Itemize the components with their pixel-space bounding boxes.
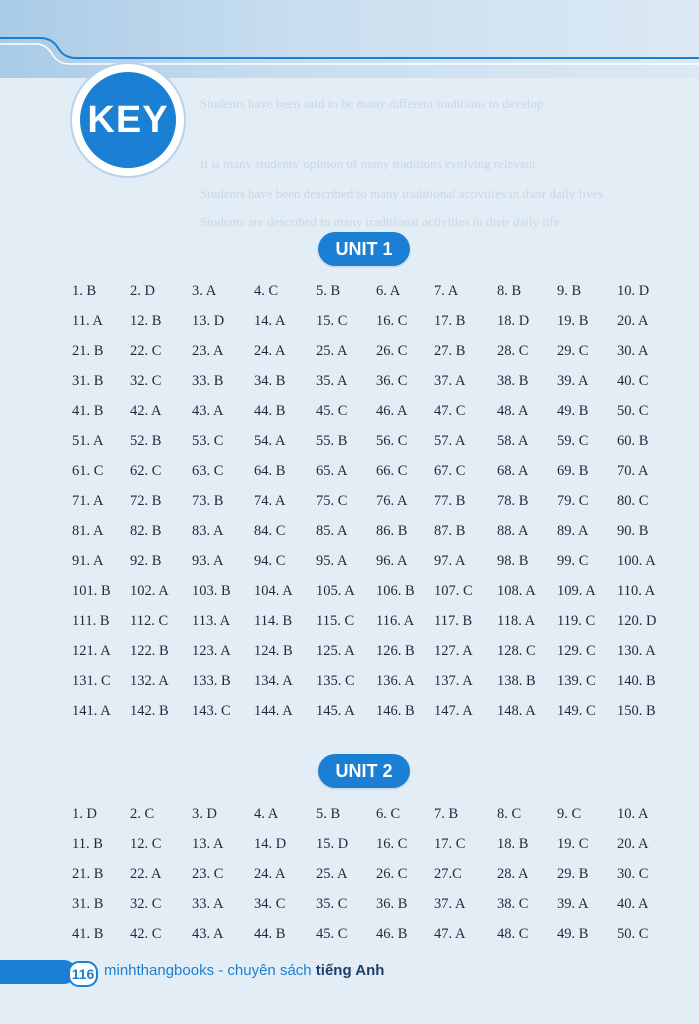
answer-cell: 21. B bbox=[72, 866, 104, 882]
answer-cell: 137. A bbox=[434, 673, 473, 689]
answer-cell: 141. A bbox=[72, 703, 111, 719]
answer-cell: 99. C bbox=[557, 553, 589, 569]
answer-cell: 47. A bbox=[434, 926, 466, 942]
header-decoration bbox=[0, 34, 699, 70]
answer-cell: 136. A bbox=[376, 673, 415, 689]
answer-cell: 9. C bbox=[557, 806, 582, 822]
answer-cell: 33. A bbox=[192, 896, 224, 912]
answer-row bbox=[72, 643, 672, 673]
answer-cell: 18. D bbox=[497, 313, 530, 329]
brand-prefix: minhthangbooks - chuyên sách bbox=[104, 962, 316, 979]
answer-cell: 23. C bbox=[192, 866, 224, 882]
answer-cell: 108. A bbox=[497, 583, 536, 599]
answer-cell: 68. A bbox=[497, 463, 529, 479]
answer-cell: 100. A bbox=[617, 553, 656, 569]
answer-cell: 143. C bbox=[192, 703, 231, 719]
answer-cell: 65. A bbox=[316, 463, 348, 479]
answer-cell: 47. C bbox=[434, 403, 466, 419]
answer-cell: 17. B bbox=[434, 313, 466, 329]
answer-cell: 3. A bbox=[192, 283, 217, 299]
answer-cell: 101. B bbox=[72, 583, 111, 599]
answer-cell: 35. A bbox=[316, 373, 348, 389]
answer-cell: 45. C bbox=[316, 926, 348, 942]
answer-cell: 120. D bbox=[617, 613, 657, 629]
answer-cell: 10. A bbox=[617, 806, 649, 822]
answer-cell: 122. B bbox=[130, 643, 169, 659]
bleed-through-text: Students have been described to many traditional activities in their daily lives bbox=[200, 186, 604, 201]
answer-cell: 6. A bbox=[376, 283, 401, 299]
answer-cell: 6. C bbox=[376, 806, 401, 822]
answer-cell: 46. A bbox=[376, 403, 408, 419]
answer-cell: 33. B bbox=[192, 373, 224, 389]
answer-cell: 40. A bbox=[617, 896, 649, 912]
answer-cell: 26. C bbox=[376, 343, 408, 359]
answer-cell: 24. A bbox=[254, 343, 286, 359]
answer-cell: 134. A bbox=[254, 673, 293, 689]
answer-cell: 11. A bbox=[72, 313, 103, 329]
answer-cell: 72. B bbox=[130, 493, 162, 509]
answer-cell: 84. C bbox=[254, 523, 286, 539]
answer-cell: 36. B bbox=[376, 896, 408, 912]
answer-cell: 142. B bbox=[130, 703, 169, 719]
key-badge bbox=[72, 64, 184, 176]
answer-cell: 16. C bbox=[376, 313, 408, 329]
answer-cell: 110. A bbox=[617, 583, 656, 599]
unit-1-heading: UNIT 1 bbox=[318, 232, 410, 266]
answer-cell: 86. B bbox=[376, 523, 408, 539]
answer-cell: 19. C bbox=[557, 836, 589, 852]
answer-cell: 12. C bbox=[130, 836, 162, 852]
bleed-through-text: Students are described to many traditional activities in their daily life bbox=[200, 214, 560, 229]
answer-row bbox=[72, 433, 672, 463]
answer-cell: 26. C bbox=[376, 866, 408, 882]
answer-cell: 55. B bbox=[316, 433, 348, 449]
answer-cell: 109. A bbox=[557, 583, 596, 599]
answer-cell: 104. A bbox=[254, 583, 293, 599]
answer-cell: 146. B bbox=[376, 703, 415, 719]
answer-cell: 8. B bbox=[497, 283, 522, 299]
answer-cell: 98. B bbox=[497, 553, 529, 569]
answer-cell: 44. B bbox=[254, 403, 286, 419]
answer-cell: 38. C bbox=[497, 896, 529, 912]
answer-row bbox=[72, 373, 672, 403]
answer-cell: 54. A bbox=[254, 433, 286, 449]
unit-2-answer-grid bbox=[72, 806, 672, 956]
answer-cell: 76. A bbox=[376, 493, 408, 509]
answer-cell: 32. C bbox=[130, 373, 162, 389]
answer-cell: 14. A bbox=[254, 313, 286, 329]
answer-cell: 18. B bbox=[497, 836, 529, 852]
answer-row bbox=[72, 896, 672, 926]
answer-row bbox=[72, 866, 672, 896]
answer-cell: 48. C bbox=[497, 926, 529, 942]
answer-cell: 50. C bbox=[617, 926, 649, 942]
answer-cell: 34. B bbox=[254, 373, 286, 389]
answer-cell: 5. B bbox=[316, 283, 341, 299]
answer-cell: 92. B bbox=[130, 553, 162, 569]
answer-row bbox=[72, 613, 672, 643]
footer-bar bbox=[0, 960, 76, 984]
answer-cell: 52. B bbox=[130, 433, 162, 449]
answer-cell: 128. C bbox=[497, 643, 536, 659]
answer-row bbox=[72, 493, 672, 523]
answer-cell: 148. A bbox=[497, 703, 536, 719]
answer-cell: 41. B bbox=[72, 926, 104, 942]
answer-cell: 130. A bbox=[617, 643, 656, 659]
answer-cell: 123. A bbox=[192, 643, 231, 659]
answer-cell: 50. C bbox=[617, 403, 649, 419]
answer-cell: 90. B bbox=[617, 523, 649, 539]
answer-cell: 116. A bbox=[376, 613, 415, 629]
answer-cell: 19. B bbox=[557, 313, 589, 329]
answer-cell: 69. B bbox=[557, 463, 589, 479]
answer-cell: 20. A bbox=[617, 313, 649, 329]
answer-cell: 119. C bbox=[557, 613, 596, 629]
answer-cell: 94. C bbox=[254, 553, 286, 569]
answer-cell: 22. C bbox=[130, 343, 162, 359]
answer-cell: 145. A bbox=[316, 703, 355, 719]
answer-cell: 23. A bbox=[192, 343, 224, 359]
answer-cell: 85. A bbox=[316, 523, 348, 539]
answer-cell: 3. D bbox=[192, 806, 217, 822]
answer-cell: 17. C bbox=[434, 836, 466, 852]
answer-cell: 95. A bbox=[316, 553, 348, 569]
answer-cell: 59. C bbox=[557, 433, 589, 449]
answer-cell: 37. A bbox=[434, 373, 466, 389]
answer-cell: 62. C bbox=[130, 463, 162, 479]
answer-cell: 29. B bbox=[557, 866, 589, 882]
answer-cell: 46. B bbox=[376, 926, 408, 942]
answer-cell: 89. A bbox=[557, 523, 589, 539]
answer-cell: 5. B bbox=[316, 806, 341, 822]
answer-cell: 7. A bbox=[434, 283, 459, 299]
answer-cell: 4. C bbox=[254, 283, 279, 299]
answer-cell: 97. A bbox=[434, 553, 466, 569]
answer-cell: 105. A bbox=[316, 583, 355, 599]
answer-cell: 43. A bbox=[192, 926, 224, 942]
answer-cell: 25. A bbox=[316, 866, 348, 882]
page-number: 116 bbox=[68, 961, 98, 987]
answer-cell: 91. A bbox=[72, 553, 104, 569]
unit-2-heading: UNIT 2 bbox=[318, 754, 410, 788]
answer-row bbox=[72, 806, 672, 836]
answer-cell: 2. D bbox=[130, 283, 155, 299]
answer-cell: 113. A bbox=[192, 613, 231, 629]
answer-cell: 67. C bbox=[434, 463, 466, 479]
answer-cell: 7. B bbox=[434, 806, 459, 822]
answer-cell: 39. A bbox=[557, 373, 589, 389]
answer-cell: 74. A bbox=[254, 493, 286, 509]
answer-cell: 28. C bbox=[497, 343, 529, 359]
answer-cell: 139. C bbox=[557, 673, 596, 689]
answer-cell: 83. A bbox=[192, 523, 224, 539]
answer-cell: 127. A bbox=[434, 643, 473, 659]
answer-cell: 80. C bbox=[617, 493, 649, 509]
answer-cell: 11. B bbox=[72, 836, 103, 852]
answer-row bbox=[72, 703, 672, 733]
answer-cell: 111. B bbox=[72, 613, 110, 629]
answer-cell: 70. A bbox=[617, 463, 649, 479]
answer-cell: 78. B bbox=[497, 493, 529, 509]
answer-cell: 150. B bbox=[617, 703, 656, 719]
answer-cell: 30. C bbox=[617, 866, 649, 882]
answer-cell: 1. D bbox=[72, 806, 97, 822]
bleed-through-text: Students have been said to be many different traditions to develop bbox=[200, 96, 544, 111]
answer-cell: 43. A bbox=[192, 403, 224, 419]
answer-cell: 75. C bbox=[316, 493, 348, 509]
answer-cell: 49. B bbox=[557, 403, 589, 419]
answer-cell: 53. C bbox=[192, 433, 224, 449]
answer-cell: 114. B bbox=[254, 613, 293, 629]
answer-cell: 135. C bbox=[316, 673, 355, 689]
answer-cell: 42. C bbox=[130, 926, 162, 942]
answer-row bbox=[72, 673, 672, 703]
answer-cell: 129. C bbox=[557, 643, 596, 659]
answer-cell: 56. C bbox=[376, 433, 408, 449]
answer-cell: 34. C bbox=[254, 896, 286, 912]
answer-cell: 16. C bbox=[376, 836, 408, 852]
answer-cell: 13. A bbox=[192, 836, 224, 852]
answer-cell: 39. A bbox=[557, 896, 589, 912]
answer-cell: 131. C bbox=[72, 673, 111, 689]
answer-cell: 133. B bbox=[192, 673, 231, 689]
answer-cell: 107. C bbox=[434, 583, 473, 599]
answer-cell: 8. C bbox=[497, 806, 522, 822]
answer-cell: 96. A bbox=[376, 553, 408, 569]
answer-row bbox=[72, 583, 672, 613]
answer-cell: 126. B bbox=[376, 643, 415, 659]
answer-cell: 58. A bbox=[497, 433, 529, 449]
answer-cell: 27. B bbox=[434, 343, 466, 359]
answer-cell: 42. A bbox=[130, 403, 162, 419]
answer-cell: 1. B bbox=[72, 283, 97, 299]
answer-cell: 79. C bbox=[557, 493, 589, 509]
answer-cell: 112. C bbox=[130, 613, 169, 629]
answer-cell: 87. B bbox=[434, 523, 466, 539]
answer-cell: 40. C bbox=[617, 373, 649, 389]
answer-row bbox=[72, 926, 672, 956]
answer-cell: 25. A bbox=[316, 343, 348, 359]
key-label: KEY bbox=[80, 72, 176, 168]
answer-row bbox=[72, 523, 672, 553]
answer-cell: 81. A bbox=[72, 523, 104, 539]
answer-cell: 103. B bbox=[192, 583, 231, 599]
answer-cell: 121. A bbox=[72, 643, 111, 659]
answer-row bbox=[72, 313, 672, 343]
answer-cell: 2. C bbox=[130, 806, 155, 822]
answer-row bbox=[72, 836, 672, 866]
answer-row bbox=[72, 343, 672, 373]
answer-cell: 12. B bbox=[130, 313, 162, 329]
answer-cell: 117. B bbox=[434, 613, 473, 629]
answer-cell: 30. A bbox=[617, 343, 649, 359]
answer-cell: 31. B bbox=[72, 896, 104, 912]
answer-cell: 51. A bbox=[72, 433, 104, 449]
answer-cell: 32. C bbox=[130, 896, 162, 912]
answer-cell: 31. B bbox=[72, 373, 104, 389]
answer-cell: 27.C bbox=[434, 866, 462, 882]
answer-cell: 28. A bbox=[497, 866, 529, 882]
answer-cell: 13. D bbox=[192, 313, 225, 329]
answer-cell: 132. A bbox=[130, 673, 169, 689]
answer-cell: 115. C bbox=[316, 613, 355, 629]
answer-cell: 138. B bbox=[497, 673, 536, 689]
answer-cell: 10. D bbox=[617, 283, 650, 299]
answer-cell: 15. C bbox=[316, 313, 348, 329]
answer-cell: 20. A bbox=[617, 836, 649, 852]
answer-cell: 147. A bbox=[434, 703, 473, 719]
answer-cell: 140. B bbox=[617, 673, 656, 689]
answer-cell: 21. B bbox=[72, 343, 104, 359]
answer-cell: 124. B bbox=[254, 643, 293, 659]
brand-text bbox=[104, 962, 384, 979]
answer-cell: 22. A bbox=[130, 866, 162, 882]
answer-cell: 149. C bbox=[557, 703, 596, 719]
answer-cell: 45. C bbox=[316, 403, 348, 419]
answer-cell: 125. A bbox=[316, 643, 355, 659]
answer-cell: 106. B bbox=[376, 583, 415, 599]
answer-cell: 88. A bbox=[497, 523, 529, 539]
answer-cell: 66. C bbox=[376, 463, 408, 479]
answer-cell: 38. B bbox=[497, 373, 529, 389]
answer-cell: 37. A bbox=[434, 896, 466, 912]
answer-cell: 60. B bbox=[617, 433, 649, 449]
answer-cell: 61. C bbox=[72, 463, 104, 479]
answer-cell: 4. A bbox=[254, 806, 279, 822]
answer-cell: 144. A bbox=[254, 703, 293, 719]
bleed-through-text: It is many students' opinion of many traditions evolving relevant bbox=[200, 156, 536, 171]
answer-cell: 63. C bbox=[192, 463, 224, 479]
answer-cell: 102. A bbox=[130, 583, 169, 599]
answer-cell: 44. B bbox=[254, 926, 286, 942]
answer-cell: 36. C bbox=[376, 373, 408, 389]
unit-1-answer-grid bbox=[72, 283, 672, 733]
answer-cell: 35. C bbox=[316, 896, 348, 912]
answer-cell: 73. B bbox=[192, 493, 224, 509]
answer-cell: 82. B bbox=[130, 523, 162, 539]
answer-cell: 93. A bbox=[192, 553, 224, 569]
answer-row bbox=[72, 403, 672, 433]
answer-cell: 118. A bbox=[497, 613, 536, 629]
answer-row bbox=[72, 463, 672, 493]
answer-cell: 77. B bbox=[434, 493, 466, 509]
brand-bold: tiếng Anh bbox=[315, 962, 385, 979]
answer-cell: 29. C bbox=[557, 343, 589, 359]
answer-cell: 14. D bbox=[254, 836, 287, 852]
answer-cell: 15. D bbox=[316, 836, 349, 852]
answer-cell: 71. A bbox=[72, 493, 104, 509]
answer-cell: 41. B bbox=[72, 403, 104, 419]
answer-cell: 64. B bbox=[254, 463, 286, 479]
answer-cell: 49. B bbox=[557, 926, 589, 942]
answer-cell: 48. A bbox=[497, 403, 529, 419]
answer-row bbox=[72, 283, 672, 313]
answer-cell: 24. A bbox=[254, 866, 286, 882]
answer-cell: 57. A bbox=[434, 433, 466, 449]
answer-row bbox=[72, 553, 672, 583]
answer-cell: 9. B bbox=[557, 283, 582, 299]
